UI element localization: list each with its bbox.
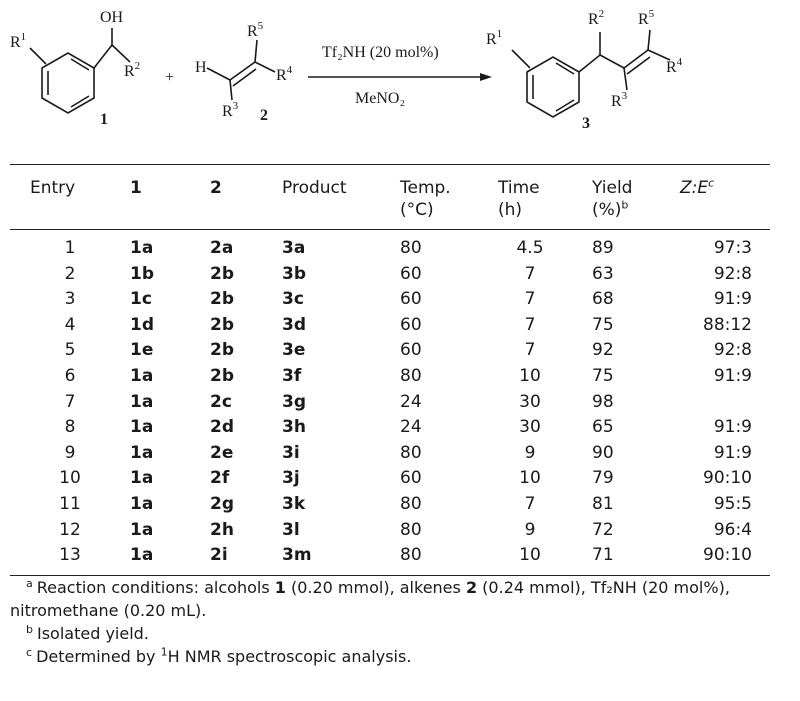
cell-temp: 60 (400, 340, 422, 361)
table-row (10, 364, 770, 390)
table-row (10, 492, 770, 518)
cell-entry: 1 (64, 238, 76, 258)
cell-yield: 63 (592, 263, 614, 284)
r1-label: R (10, 34, 21, 51)
cell-product: 3a (282, 238, 306, 258)
cell-product: 3m (282, 545, 312, 566)
cell-entry: 4 (64, 314, 76, 335)
svg-text:R2 (124, 60, 140, 80)
cell-product: 3l (282, 519, 300, 540)
cell-time: 7 (524, 340, 536, 361)
cell-compound-1: 1a (130, 365, 154, 386)
cell-time: 7 (524, 314, 536, 335)
svg-text:R3 (611, 90, 628, 110)
cell-entry: 9 (64, 442, 76, 463)
cell-compound-1: 1a (130, 238, 154, 258)
cell-temp: 80 (400, 365, 422, 386)
cell-z-e-ratio: 90:10 (703, 545, 752, 566)
cell-z-e-ratio: 90:10 (703, 468, 752, 489)
oh-label: OH (100, 9, 124, 26)
table-header (10, 165, 770, 230)
cell-temp: 80 (400, 545, 422, 566)
cell-compound-1: 1a (130, 391, 154, 412)
product-r2-label: R (588, 11, 599, 28)
table-row (10, 390, 770, 416)
table-row (10, 313, 770, 339)
r5-sup: 5 (257, 20, 264, 32)
header-product: Product (282, 178, 347, 198)
cell-compound-2: 2h (210, 519, 234, 540)
reactant-1-structure (30, 28, 130, 113)
svg-text:R4 (276, 64, 293, 84)
header-compound-1: 1 (130, 178, 142, 198)
cell-z-e-ratio: 88:12 (703, 314, 752, 335)
table-row (10, 338, 770, 364)
cell-z-e-ratio: 95:5 (713, 493, 752, 514)
cell-temp: 60 (400, 263, 422, 284)
cell-yield: 81 (592, 493, 614, 514)
svg-text:R1 (10, 31, 26, 51)
cell-compound-1: 1a (130, 417, 154, 438)
cell-yield: 90 (592, 442, 614, 463)
cell-product: 3b (282, 263, 306, 284)
cell-yield: 92 (592, 340, 614, 361)
cell-z-e-ratio: 97:3 (713, 238, 752, 258)
results-table (10, 164, 770, 576)
cell-product: 3k (282, 493, 306, 514)
cell-entry: 11 (59, 493, 81, 514)
arrow-condition-solvent: MeNO₂ (355, 90, 406, 107)
cell-z-e-ratio: 96:4 (713, 519, 752, 540)
cell-yield: 89 (592, 238, 614, 258)
product-r3-label: R (611, 93, 622, 110)
cell-compound-2: 2a (210, 238, 234, 258)
cell-product: 3d (282, 314, 306, 335)
reaction-scheme (0, 0, 800, 160)
cell-yield: 75 (592, 365, 614, 386)
cell-temp: 80 (400, 493, 422, 514)
header-compound-2: 2 (210, 178, 222, 198)
r5-label: R (247, 23, 258, 40)
product-r2-sup: 2 (598, 8, 605, 20)
svg-text:R5 (638, 8, 655, 28)
cell-compound-1: 1e (130, 340, 154, 361)
cell-yield: 72 (592, 519, 614, 540)
arrow-condition-catalyst: Tf₂NH (20 mol%) (322, 44, 439, 61)
cell-z-e-ratio: 91:9 (713, 442, 752, 463)
cell-compound-2: 2c (210, 391, 232, 412)
plus-sign: + (165, 69, 175, 86)
r2-label: R (124, 63, 135, 80)
r3-label: R (222, 103, 233, 120)
cell-z-e-ratio: 92:8 (713, 263, 752, 284)
svg-text:R1 (486, 28, 502, 48)
cell-entry: 10 (59, 468, 81, 489)
cell-temp: 80 (400, 442, 422, 463)
cell-entry: 2 (64, 263, 76, 284)
header-entry: Entry (30, 178, 76, 198)
cell-product: 3f (282, 365, 302, 386)
cell-compound-2: 2b (210, 263, 234, 284)
cell-compound-2: 2b (210, 340, 234, 361)
cell-compound-2: 2e (210, 442, 234, 463)
cell-time: 9 (524, 519, 536, 540)
cell-z-e-ratio: 91:9 (713, 417, 752, 438)
cell-yield: 68 (592, 289, 614, 310)
cell-temp: 24 (400, 391, 422, 412)
table-row (10, 415, 770, 441)
cell-compound-1: 1a (130, 493, 154, 514)
table-row (10, 543, 770, 575)
table-body (10, 230, 770, 576)
table-row (10, 287, 770, 313)
table-row (10, 262, 770, 288)
reactant-2-structure (207, 40, 275, 100)
compound-1-label: 1 (100, 111, 108, 128)
footnote-a: $^a$ Reaction conditions: alcohols 1 (0.20 mmol), alkenes 2 (0.24 mmol), Tf₂NH (20 mol%), nitromethane (0.20 mL). (10, 576, 730, 620)
cell-compound-2: 2i (210, 545, 228, 566)
svg-text:R5 (247, 20, 264, 40)
svg-text:R4 (666, 56, 683, 76)
cell-time: 7 (524, 263, 536, 284)
cell-compound-1: 1a (130, 519, 154, 540)
product-r4-label: R (666, 59, 677, 76)
cell-z-e-ratio: 91:9 (713, 365, 752, 386)
cell-compound-2: 2b (210, 314, 234, 335)
header-temp: Temp. (°C) (400, 178, 451, 220)
product-r4-sup: 4 (676, 56, 683, 68)
r1-sup: 1 (20, 31, 27, 43)
header-z-e-ratio: $Z:E^c$ (680, 176, 715, 198)
table-row (10, 518, 770, 544)
footnote-c: $^c$ Determined by $^1$H NMR spectroscopic analysis. (26, 645, 412, 666)
r4-label: R (276, 67, 287, 84)
header-row (10, 165, 770, 230)
table-row (10, 441, 770, 467)
r3-sup: 3 (232, 100, 239, 112)
cell-yield: 65 (592, 417, 614, 438)
cell-product: 3e (282, 340, 306, 361)
cell-compound-1: 1d (130, 314, 154, 335)
cell-compound-1: 1c (130, 289, 152, 310)
product-r5-sup: 5 (648, 8, 655, 20)
cell-temp: 60 (400, 289, 422, 310)
header-time: Time (h) (498, 178, 540, 220)
cell-yield: 98 (592, 391, 614, 412)
cell-compound-2: 2f (210, 468, 230, 489)
product-structure (512, 30, 670, 117)
h-label: H (195, 59, 207, 76)
cell-entry: 5 (64, 340, 76, 361)
product-r1-label: R (486, 31, 497, 48)
compound-3-label: 3 (582, 115, 590, 132)
cell-compound-1: 1a (130, 545, 154, 566)
cell-temp: 80 (400, 238, 422, 258)
cell-temp: 24 (400, 417, 422, 438)
cell-product: 3i (282, 442, 300, 463)
cell-compound-2: 2g (210, 493, 234, 514)
results-table-container (10, 164, 750, 576)
product-r5-label: R (638, 11, 649, 28)
cell-time: 9 (524, 442, 536, 463)
table-row (10, 466, 770, 492)
footnotes (10, 576, 755, 668)
svg-text:R3 (222, 100, 239, 120)
product-r3-sup: 3 (621, 90, 628, 102)
cell-z-e-ratio: 92:8 (713, 340, 752, 361)
cell-entry: 12 (59, 519, 81, 540)
table-row (10, 230, 770, 262)
cell-temp: 60 (400, 314, 422, 335)
cell-z-e-ratio (680, 390, 770, 416)
footnote-b: $^b$ Isolated yield. (26, 622, 149, 643)
cell-compound-1: 1b (130, 263, 154, 284)
cell-product: 3j (282, 468, 300, 489)
cell-product: 3g (282, 391, 306, 412)
cell-compound-2: 2d (210, 417, 234, 438)
cell-entry: 6 (64, 365, 76, 386)
header-yield: Yield (%)$^b$ (592, 178, 633, 220)
cell-product: 3c (282, 289, 304, 310)
cell-entry: 13 (59, 545, 81, 566)
cell-time: 7 (524, 289, 536, 310)
cell-z-e-ratio: 91:9 (713, 289, 752, 310)
cell-compound-1: 1a (130, 468, 154, 489)
cell-compound-1: 1a (130, 442, 154, 463)
cell-time: 10 (519, 468, 541, 489)
cell-time: 30 (519, 417, 541, 438)
svg-text:R2 (588, 8, 604, 28)
cell-entry: 3 (64, 289, 76, 310)
r4-sup: 4 (286, 64, 293, 76)
product-r1-sup: 1 (496, 28, 503, 40)
cell-temp: 80 (400, 519, 422, 540)
cell-compound-2: 2b (210, 289, 234, 310)
cell-time: 7 (524, 493, 536, 514)
cell-entry: 7 (64, 391, 76, 412)
cell-temp: 60 (400, 468, 422, 489)
cell-yield: 75 (592, 314, 614, 335)
reaction-arrow (308, 73, 492, 81)
cell-yield: 79 (592, 468, 614, 489)
r2-sup: 2 (134, 60, 141, 72)
cell-entry: 8 (64, 417, 76, 438)
cell-time: 10 (519, 545, 541, 566)
cell-time: 4.5 (516, 238, 544, 258)
cell-time: 10 (519, 365, 541, 386)
cell-time: 30 (519, 391, 541, 412)
compound-2-label: 2 (260, 107, 268, 124)
cell-product: 3h (282, 417, 306, 438)
cell-compound-2: 2b (210, 365, 234, 386)
cell-yield: 71 (592, 545, 614, 566)
